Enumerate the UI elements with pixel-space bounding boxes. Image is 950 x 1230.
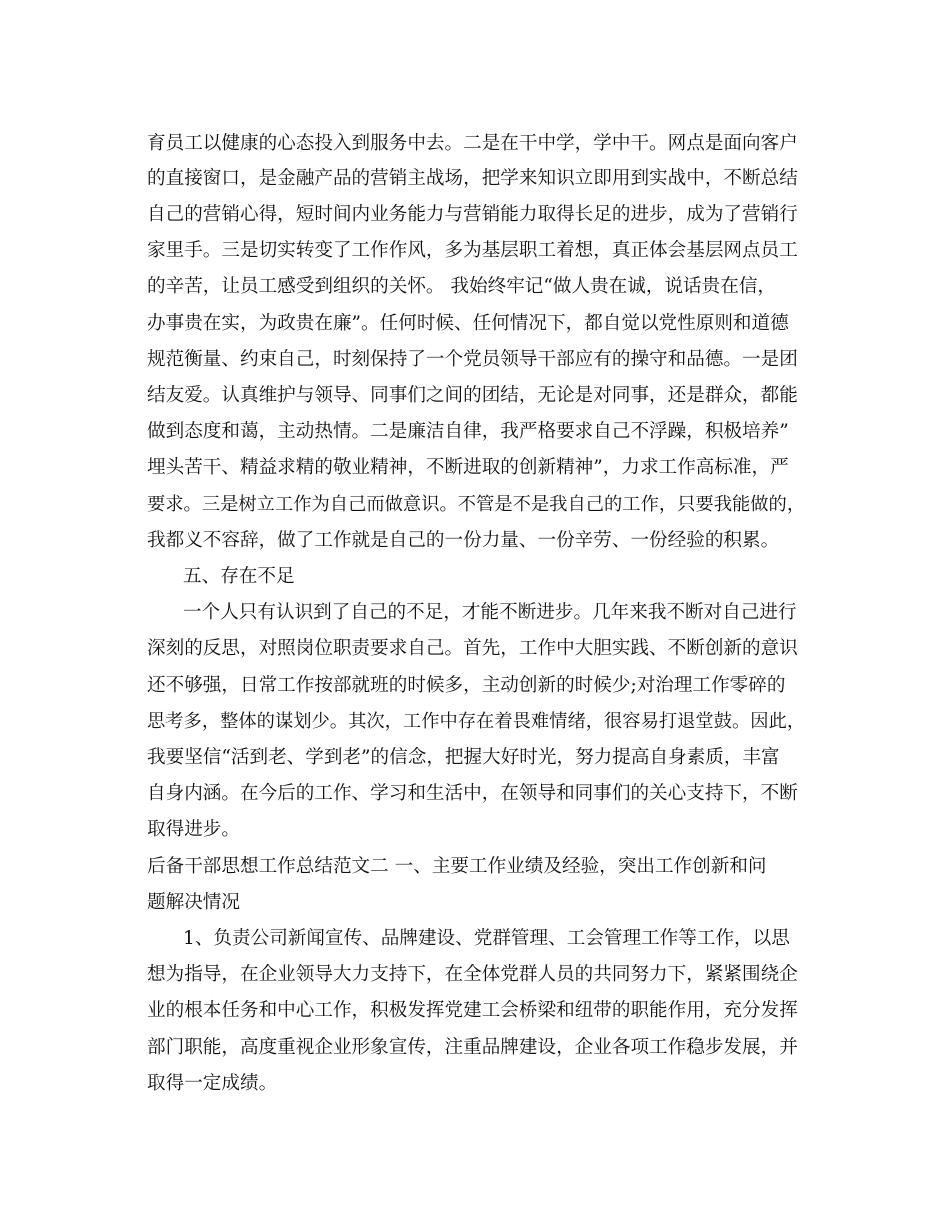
paragraph-line: 的辛苦，让员工感受到组织的关怀。 我始终牢记“做人贵在诚，说话贵在信， [147, 276, 777, 297]
paragraph-line: 的直接窗口，是金融产品的营销主战场，把学来知识立即用到实战中，不断总结 [147, 168, 798, 189]
paragraph-line: 自己的营销心得，短时间内业务能力与营销能力取得长足的进步，成为了营销行 [147, 204, 798, 225]
paragraph-line: 一个人只有认识到了自己的不足，才能不断进步。几年来我不断对自己进行 [183, 602, 797, 623]
section-heading: 五、存在不足 [183, 566, 295, 587]
paragraph-line: 家里手。三是切实转变了工作作风，多为基层职工着想，真正体会基层网点员工 [147, 240, 798, 261]
paragraph-line: 深刻的反思，对照岗位职责要求自己。首先，工作中大胆实践、不断创新的意识 [147, 638, 798, 659]
paragraph-line: 做到态度和蔼，主动热情。二是廉洁自律，我严格要求自己不浮躁，积极培养” [147, 421, 789, 442]
paragraph-line: 自身内涵。在今后的工作、学习和生活中，在领导和同事们的关心支持下，不断 [147, 783, 798, 804]
paragraph-line: 取得进步。 [147, 819, 240, 840]
paragraph-line: 规范衡量、约束自己，时刻保持了一个党员领导干部应有的操守和品德。一是团 [147, 349, 798, 370]
paragraph-line: 我都义不容辞，做了工作就是自己的一份力量、一份辛劳、一份经验的积累。 [147, 530, 780, 551]
paragraph-line: 1、负责公司新闻宣传、品牌建设、党群管理、工会管理工作等工作，以思 [183, 928, 790, 949]
paragraph-line: 结友爱。认真维护与领导、同事们之间的团结，无论是对同事，还是群众，都能 [147, 385, 798, 406]
paragraph-line: 业的根本任务和中心工作，积极发挥党建工会桥梁和纽带的职能作用，充分发挥 [147, 1000, 798, 1021]
document-title-line: 后备干部思想工作总结范文二 一、主要工作业绩及经验，突出工作创新和问 [147, 856, 767, 877]
paragraph-line: 思考多，整体的谋划少。其次，工作中存在着畏难情绪，很容易打退堂鼓。因此， [147, 711, 806, 732]
paragraph-line: 办事贵在实，为政贵在廉”。任何时候、任何情况下，都自觉以党性原则和道德 [147, 313, 789, 334]
paragraph-line: 埋头苦干、精益求精的敬业精神，不断进取的创新精神”，力求工作高标准，严 [147, 457, 789, 478]
paragraph-line: 想为指导，在企业领导大力支持下，在全体党群人员的共同努力下，紧紧围绕企 [147, 964, 798, 985]
paragraph-line: 我要坚信“活到老、学到老”的信念，把握大好时光，努力提高自身素质，丰富 [147, 747, 780, 768]
paragraph-line: 部门职能，高度重视企业形象宣传，注重品牌建设，企业各项工作稳步发展，并 [147, 1037, 798, 1058]
document-title-line: 题解决情况 [147, 892, 240, 913]
paragraph-line: 要求。三是树立工作为自己而做意识。不管是不是我自己的工作，只要我能做的， [147, 494, 806, 515]
paragraph-line: 还不够强，日常工作按部就班的时候多，主动创新的时候少;对治理工作零碎的 [147, 675, 786, 696]
paragraph-line: 育员工以健康的心态投入到服务中去。二是在干中学，学中干。网点是面向客户 [147, 133, 798, 154]
paragraph-line: 取得一定成绩。 [147, 1073, 278, 1094]
